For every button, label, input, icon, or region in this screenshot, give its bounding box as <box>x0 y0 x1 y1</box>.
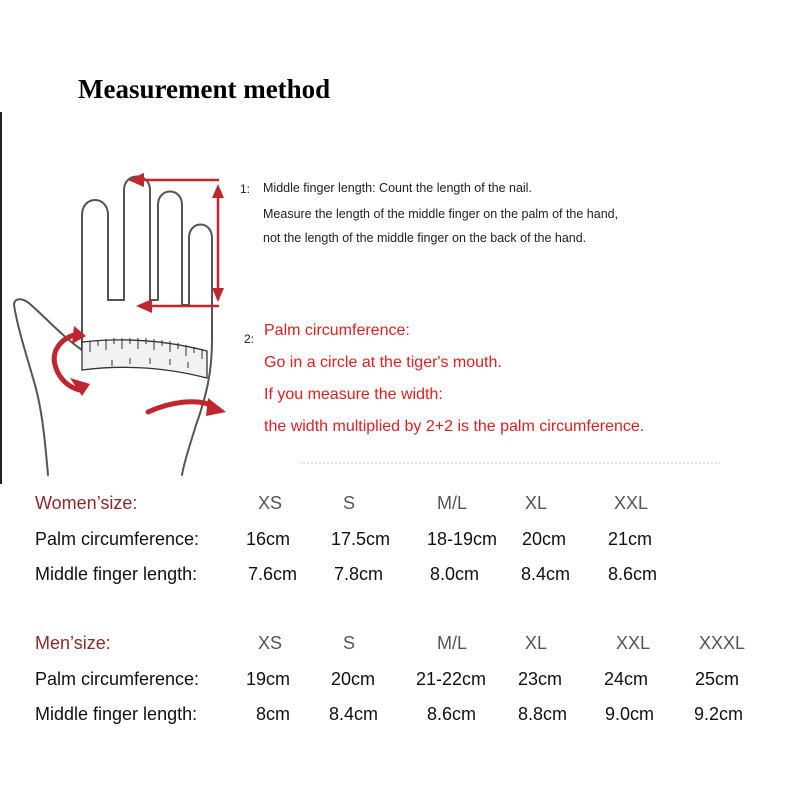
instruction-1-line-2: Measure the length of the middle finger on the palm of the hand, <box>263 207 619 221</box>
men-size-s: S <box>343 633 356 653</box>
women-finger-xs: 7.6cm <box>248 564 298 584</box>
men-palm-xxl: 24cm <box>604 669 649 689</box>
men-palm-xl: 23cm <box>518 669 563 689</box>
women-size-ml: M/L <box>437 493 468 513</box>
men-finger-s: 8.4cm <box>329 704 379 724</box>
men-finger-xs: 8cm <box>256 704 291 724</box>
instruction-2-line-2: Go in a circle at the tiger's mouth. <box>264 354 502 371</box>
men-finger-xxxl: 9.2cm <box>694 704 744 724</box>
men-finger-ml: 8.6cm <box>427 704 477 724</box>
men-palm-s: 20cm <box>331 669 376 689</box>
instruction-2-line-3: If you measure the width: <box>264 386 443 403</box>
women-palm-xs: 16cm <box>246 529 291 549</box>
men-size-header: Men’size: <box>35 633 111 653</box>
measurement-arrow-icon <box>54 173 226 416</box>
instruction-1-number: 1: <box>240 182 251 196</box>
men-finger-xxl: 9.0cm <box>605 704 655 724</box>
men-size-xl: XL <box>525 633 548 653</box>
men-palm-ml: 21-22cm <box>416 669 487 689</box>
women-palm-xl: 20cm <box>522 529 567 549</box>
instruction-1-line-1: Middle finger length: Count the length of the nail. <box>263 181 532 195</box>
men-finger-xl: 8.8cm <box>518 704 568 724</box>
hand-illustration <box>0 150 250 490</box>
men-palm-label: Palm circumference: <box>35 669 200 689</box>
men-size-ml: M/L <box>437 633 468 653</box>
instruction-2-number: 2: <box>244 332 255 346</box>
women-palm-label: Palm circumference: <box>35 529 200 549</box>
men-size-xxl: XXL <box>616 633 651 653</box>
men-size-xs: XS <box>258 633 283 653</box>
men-palm-xxxl: 25cm <box>695 669 740 689</box>
instruction-1-line-3: not the length of the middle finger on the back of the hand. <box>263 231 587 245</box>
women-size-xs: XS <box>258 493 283 513</box>
women-palm-s: 17.5cm <box>331 529 391 549</box>
men-finger-label: Middle finger length: <box>35 704 198 724</box>
instruction-2-line-1: Palm circumference: <box>264 322 410 339</box>
dotted-divider <box>300 462 720 464</box>
women-finger-xxl: 8.6cm <box>608 564 658 584</box>
women-finger-label: Middle finger length: <box>35 564 198 584</box>
women-size-xl: XL <box>525 493 548 513</box>
women-size-xxl: XXL <box>614 493 649 513</box>
women-size-s: S <box>343 493 356 513</box>
women-finger-s: 7.8cm <box>334 564 384 584</box>
women-finger-ml: 8.0cm <box>430 564 480 584</box>
women-finger-xl: 8.4cm <box>521 564 571 584</box>
page-title: Measurement method <box>78 74 331 104</box>
women-palm-xxl: 21cm <box>608 529 653 549</box>
instruction-2-line-4: the width multiplied by 2+2 is the palm circumference. <box>264 418 645 435</box>
measuring-tape-icon <box>82 338 207 378</box>
women-palm-ml: 18-19cm <box>427 529 498 549</box>
women-size-header: Women’size: <box>35 493 138 513</box>
men-palm-xs: 19cm <box>246 669 291 689</box>
men-size-xxxl: XXXL <box>699 633 746 653</box>
hand-outline-icon <box>14 177 212 476</box>
